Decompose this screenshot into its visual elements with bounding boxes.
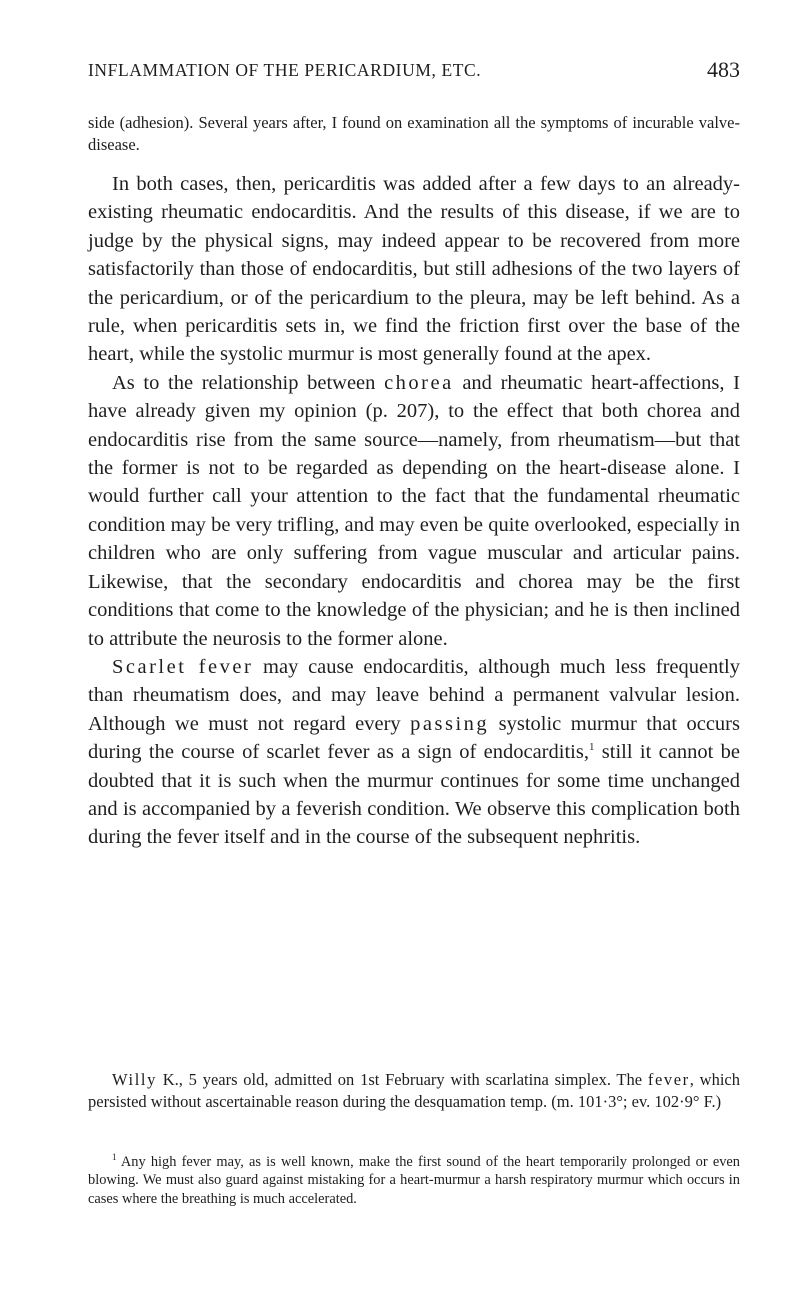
page-number: 483 bbox=[707, 57, 740, 82]
case-text bbox=[88, 1069, 740, 1112]
paragraph-text: In both cases, then, pericarditis was added after a few days to an already-existing rheumatic endocarditis. And the results of this disease, if we are to judge by the physical signs, may indeed appear to be recovered from more satisfactorily than those of endocarditis, but still adhesions of the two layers of the pericardium, or of the pericardium to the pleura, may be left behind. As a rule, when pericarditis sets in, we find the friction first over the base of the heart, while the systolic murmur is most generally found at the apex. bbox=[88, 173, 740, 366]
emphasis-fever: fever bbox=[647, 1070, 690, 1089]
case-text-part: K., 5 years old, admitted on 1st February with scarlatina simplex. The bbox=[156, 1070, 648, 1089]
emphasis-patient-name: Willy bbox=[112, 1070, 157, 1089]
paragraph-text: As to the relationship between bbox=[112, 371, 385, 394]
footnote-mark: 1 bbox=[112, 1152, 117, 1163]
paragraph-text: and rheumatic heart-affections, I have already given my opinion (p. 207), to the effect that both chorea and endocarditis rise from the same source—namely, from rheumatism—but that the former is not to be regarded as depending on the heart-disease alone. I would further call your attention to the fact that the fundamental rheumatic condition may be very trifling, and may even be quite overlooked, especially in children who are only suffering from vague muscular and articular pains. Likewise, that the secondary endocarditis and chorea may be the first conditions that come to the knowledge of the physician; and he is then inclined to attribute the neurosis to the former alone. bbox=[88, 371, 740, 650]
paragraph-text: may cause endocarditis, although much less frequently than rheumatism does, and may leave behind a permanent valvular lesion. Although we must not regard every bbox=[88, 655, 740, 735]
paragraph-text: still it cannot be doubted that it is such when the murmur continues for some time unchanged and is accompanied by a feverish condition. We observe this complication both during the fever itself and in the course of the subsequent nephritis. bbox=[88, 741, 740, 849]
paragraph-pericarditis bbox=[88, 170, 740, 369]
footnote bbox=[88, 1153, 740, 1208]
running-title: INFLAMMATION OF THE PERICARDIUM, ETC. bbox=[88, 60, 482, 80]
paragraph-text: systolic murmur that occurs during the course of scarlet fever as a sign of endocarditis, bbox=[88, 712, 740, 764]
paragraph-scarlet-fever bbox=[88, 653, 740, 852]
body-text bbox=[88, 170, 740, 852]
emphasis-scarlet-fever: Scarlet fever bbox=[112, 655, 254, 678]
case-text-part: , which persisted without ascertainable reason during the desquamation temp. (m. 101·3°; ev. 102·9° F.) bbox=[88, 1070, 740, 1111]
footnote-reference: 1 bbox=[588, 741, 595, 754]
case-report bbox=[88, 1069, 740, 1112]
emphasis-chorea: chorea bbox=[384, 371, 454, 394]
footnote-body: Any high fever may, as is well known, make the first sound of the heart temporarily prolonged or even blowing. We must also guard against mistaking for a heart-murmur a harsh respiratory murmur which occurs in cases where the breathing is much accelerated. bbox=[88, 1154, 740, 1207]
continued-paragraph bbox=[88, 112, 740, 155]
emphasis-passing: passing bbox=[410, 712, 490, 735]
paragraph-text: side (adhesion). Several years after, I found on examination all the symptoms of incurable valve-disease. bbox=[88, 113, 740, 154]
running-header bbox=[88, 57, 740, 86]
footnote-text bbox=[88, 1153, 740, 1208]
paragraph-chorea bbox=[88, 369, 740, 653]
